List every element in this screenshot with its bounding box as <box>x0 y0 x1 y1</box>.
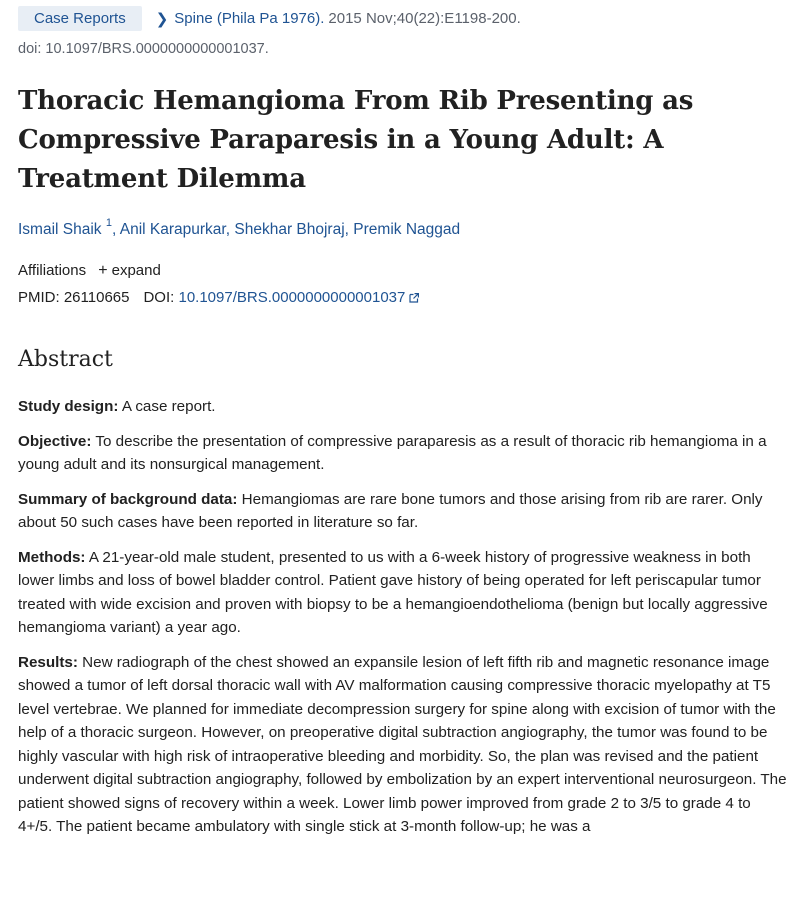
abstract-section <box>18 651 788 839</box>
abstract-section <box>18 546 788 640</box>
section-label: Objective: <box>18 432 92 450</box>
identifiers-row <box>18 289 419 306</box>
section-text: To describe the presentation of compressive paraparesis as a result of thoracic rib hemangioma in a young adult and its nonsurgical management. <box>18 432 767 473</box>
abstract-section <box>18 488 788 535</box>
author-link[interactable]: Ismail Shaik <box>18 221 102 238</box>
external-link-icon <box>409 293 419 303</box>
affiliation-ref[interactable]: 1 <box>105 216 112 229</box>
pmid-value: 26110665 <box>63 289 130 306</box>
author-link[interactable]: Premik Naggad <box>353 221 461 238</box>
section-label: Study design: <box>18 398 119 415</box>
citation-line <box>18 6 521 31</box>
publication-type-badge[interactable]: Case Reports <box>18 6 142 31</box>
author-link[interactable]: Shekhar Bhojraj <box>234 221 345 238</box>
section-text: New radiograph of the chest showed an expansile lesion of left fifth rib and magnetic resonance image showed a tumor of left dorsal thoracic wall with AV malformation causing compressive thoracic myelopathy at T5 level vertebrae. We planned for immediate decompression surgery for spine along with excision of tumor with the help of a thoracic surgeon. However, on preoperative digital subtraction angiography, the tumor was found to be highly vascular with high risk of intraoperative bleeding and morbidity. So, the plan was revised and the patient underwent digital subtraction angiography, followed by embolization by an expert interventional neurosurgeon. The patient showed signs of recovery within a week. Lower limb power improved from grade 2 to 3/5 to grade 4 to 4+/5. The patient became ambulatory with single stick at 3-month follow-up; he was a <box>18 653 787 835</box>
section-text: A 21-year-old male student, presented to us with a 6-week history of progressive weakness in both lower limbs and loss of bowel bladder control. Patient gave history of being operated for left periscapular tumor treated with wide excision and proven with biopsy to be a hemangioendothelioma (benign but locally aggressive hemangioma variant) a year ago. <box>18 548 768 636</box>
section-text: Hemangiomas are rare bone tumors and those arising from rib are rarer. Only about 50 such cases have been reported in literature so far. <box>18 490 763 531</box>
affiliations-row <box>18 262 161 280</box>
expand-label[interactable]: expand <box>111 262 161 279</box>
abstract-body <box>18 395 788 850</box>
author-list: Ismail Shaik $^1$, Anil Karapurkar, Shekhar Bhojraj, Premik Naggad <box>18 216 461 238</box>
section-text: A case report. <box>121 398 216 415</box>
section-label: Summary of background data: <box>18 490 238 508</box>
section-label: Methods: <box>18 548 86 566</box>
chevron-right-icon: ❯ <box>155 10 169 28</box>
doi-link[interactable] <box>178 289 419 306</box>
abstract-section <box>18 430 788 477</box>
journal-link[interactable] <box>156 10 325 28</box>
expand-toggle[interactable] <box>90 262 161 279</box>
journal-name[interactable]: Spine (Phila Pa 1976). <box>174 10 325 27</box>
citation-details: 2015 Nov;40(22):E1198-200. <box>328 10 521 27</box>
pmid-label: PMID: <box>18 289 60 306</box>
abstract-section <box>18 395 788 419</box>
plus-icon: + <box>98 262 108 279</box>
section-label: Results: <box>18 653 78 671</box>
article-title: Thoracic Hemangioma From Rib Presenting as Compressive Paraparesis in a Young Adult: A Treatment Dilemma <box>18 86 694 194</box>
citation-doi: doi: 10.1097/BRS.0000000000001037. <box>18 41 269 57</box>
doi-label: DOI: <box>143 289 175 306</box>
doi-value[interactable]: 10.1097/BRS.0000000000001037 <box>178 289 406 306</box>
author-link[interactable]: Anil Karapurkar <box>119 221 226 238</box>
abstract-heading: Abstract <box>18 347 113 372</box>
affiliations-label: Affiliations <box>18 262 87 279</box>
